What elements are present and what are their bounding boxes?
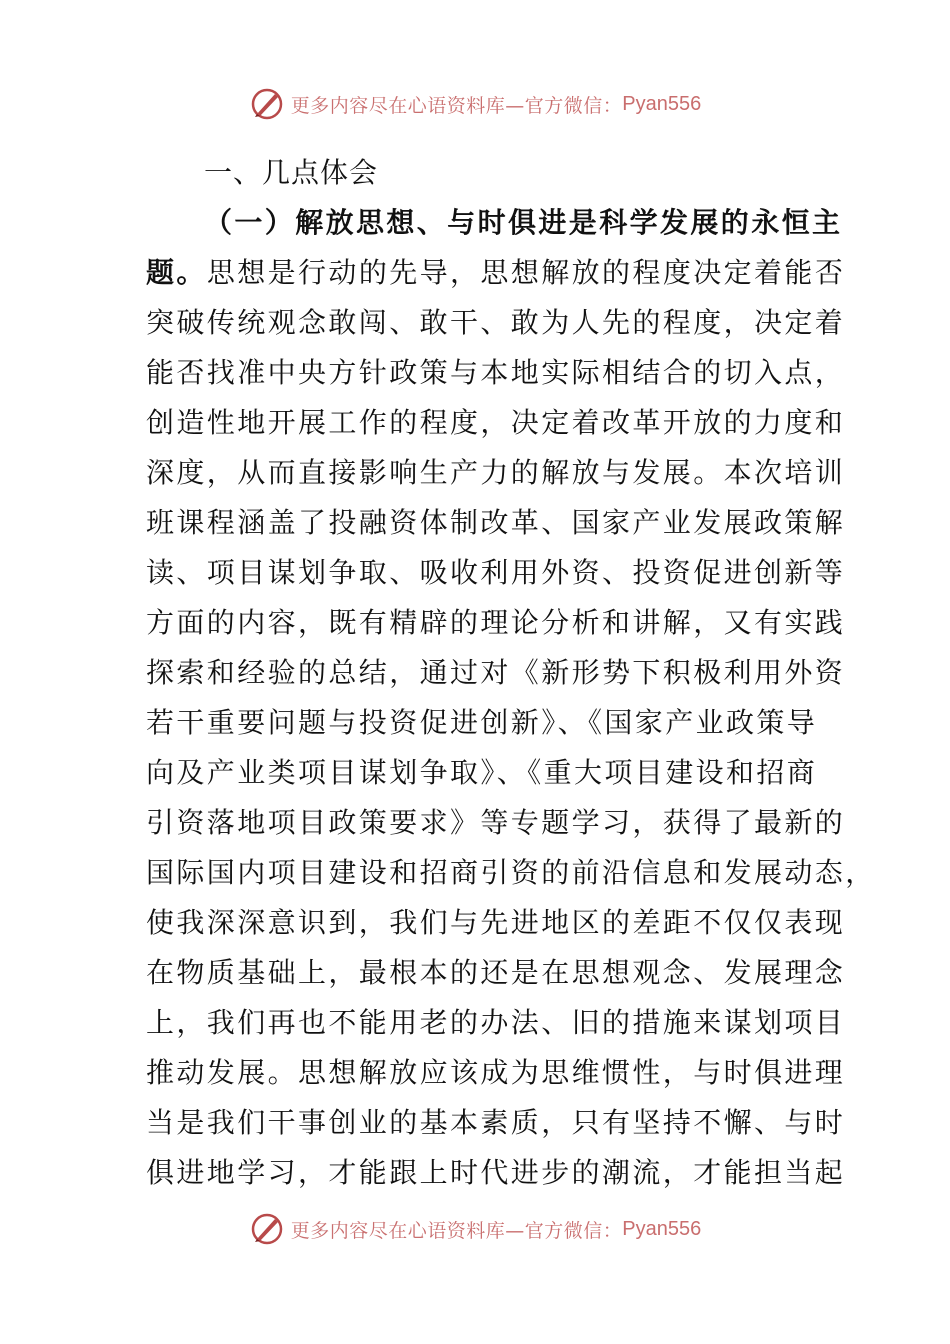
section-heading: 一、几点体会 xyxy=(204,156,379,189)
text-line xyxy=(146,198,843,248)
document-body xyxy=(146,148,876,1198)
text-line xyxy=(146,1098,846,1148)
watermark-text: 更多内容尽在心语资料库—官方微信： xyxy=(290,1219,623,1242)
body-text: 突破传统观念敢闯、敢干、敢为人先的程度，决定着 xyxy=(146,306,846,339)
text-line xyxy=(146,648,846,698)
body-text: 俱进地学习，才能跟上时代进步的潮流，才能担当起 xyxy=(146,1156,846,1189)
watermark-text: 更多内容尽在心语资料库—官方微信： xyxy=(290,94,623,117)
body-text: 方面的内容，既有精辟的理论分析和讲解，又有实践 xyxy=(146,606,846,639)
body-text: 国际国内项目建设和招商引资的前沿信息和发展动态， xyxy=(146,856,876,889)
footer-watermark xyxy=(0,1207,950,1251)
text-line xyxy=(146,548,846,598)
body-text: 上，我们再也不能用老的办法、旧的措施来谋划项目 xyxy=(146,1006,846,1039)
pen-logo-icon xyxy=(249,86,285,122)
body-text: 当是我们干事创业的基本素质，只有坚持不懈、与时 xyxy=(146,1106,846,1139)
body-text: 探索和经验的总结，通过对《新形势下积极利用外资 xyxy=(146,656,846,689)
text-line xyxy=(146,598,846,648)
body-text: 读、项目谋划争取、吸收利用外资、投资促进创新等 xyxy=(146,556,846,589)
subheading-text: 题。 xyxy=(146,256,207,289)
text-line xyxy=(146,698,818,748)
paragraph xyxy=(146,198,876,1198)
body-text: 思想是行动的先导，思想解放的程度决定着能否 xyxy=(206,256,846,289)
text-line xyxy=(146,398,846,448)
text-line xyxy=(146,298,846,348)
body-text: 深度，从而直接影响生产力的解放与发展。本次培训 xyxy=(146,456,846,489)
text-line xyxy=(146,948,846,998)
watermark-wechat-id: Pyan556 xyxy=(622,1217,702,1240)
body-text: 使我深深意识到，我们与先进地区的差距不仅仅表现 xyxy=(146,906,846,939)
text-line xyxy=(146,1048,846,1098)
text-line xyxy=(146,498,846,548)
header-watermark xyxy=(0,82,950,126)
body-text: 在物质基础上，最根本的还是在思想观念、发展理念 xyxy=(146,956,846,989)
body-text: 能否找准中央方针政策与本地实际相结合的切入点， xyxy=(146,356,846,389)
body-text: 引资落地项目政策要求》等专题学习，获得了最新的 xyxy=(146,806,846,839)
text-line xyxy=(146,998,846,1048)
body-text: 班课程涵盖了投融资体制改革、国家产业发展政策解 xyxy=(146,506,846,539)
text-line xyxy=(146,1148,846,1198)
pen-logo-icon xyxy=(249,1211,285,1247)
text-line xyxy=(146,248,846,298)
body-text: 向及产业类项目谋划争取》、《重大项目建设和招商 xyxy=(146,756,818,789)
text-line xyxy=(146,748,818,798)
body-text: 若干重要问题与投资促进创新》、《国家产业政策导 xyxy=(146,706,818,739)
text-line xyxy=(146,798,846,848)
text-line xyxy=(146,898,846,948)
subheading-text: （一）解放思想、与时俱进是科学发展的永恒主 xyxy=(204,206,843,239)
body-text: 推动发展。思想解放应该成为思维惯性，与时俱进理 xyxy=(146,1056,846,1089)
text-line xyxy=(146,448,846,498)
watermark-wechat-id: Pyan556 xyxy=(622,92,702,115)
text-line xyxy=(146,848,876,898)
text-line xyxy=(146,348,846,398)
body-text: 创造性地开展工作的程度，决定着改革开放的力度和 xyxy=(146,406,846,439)
